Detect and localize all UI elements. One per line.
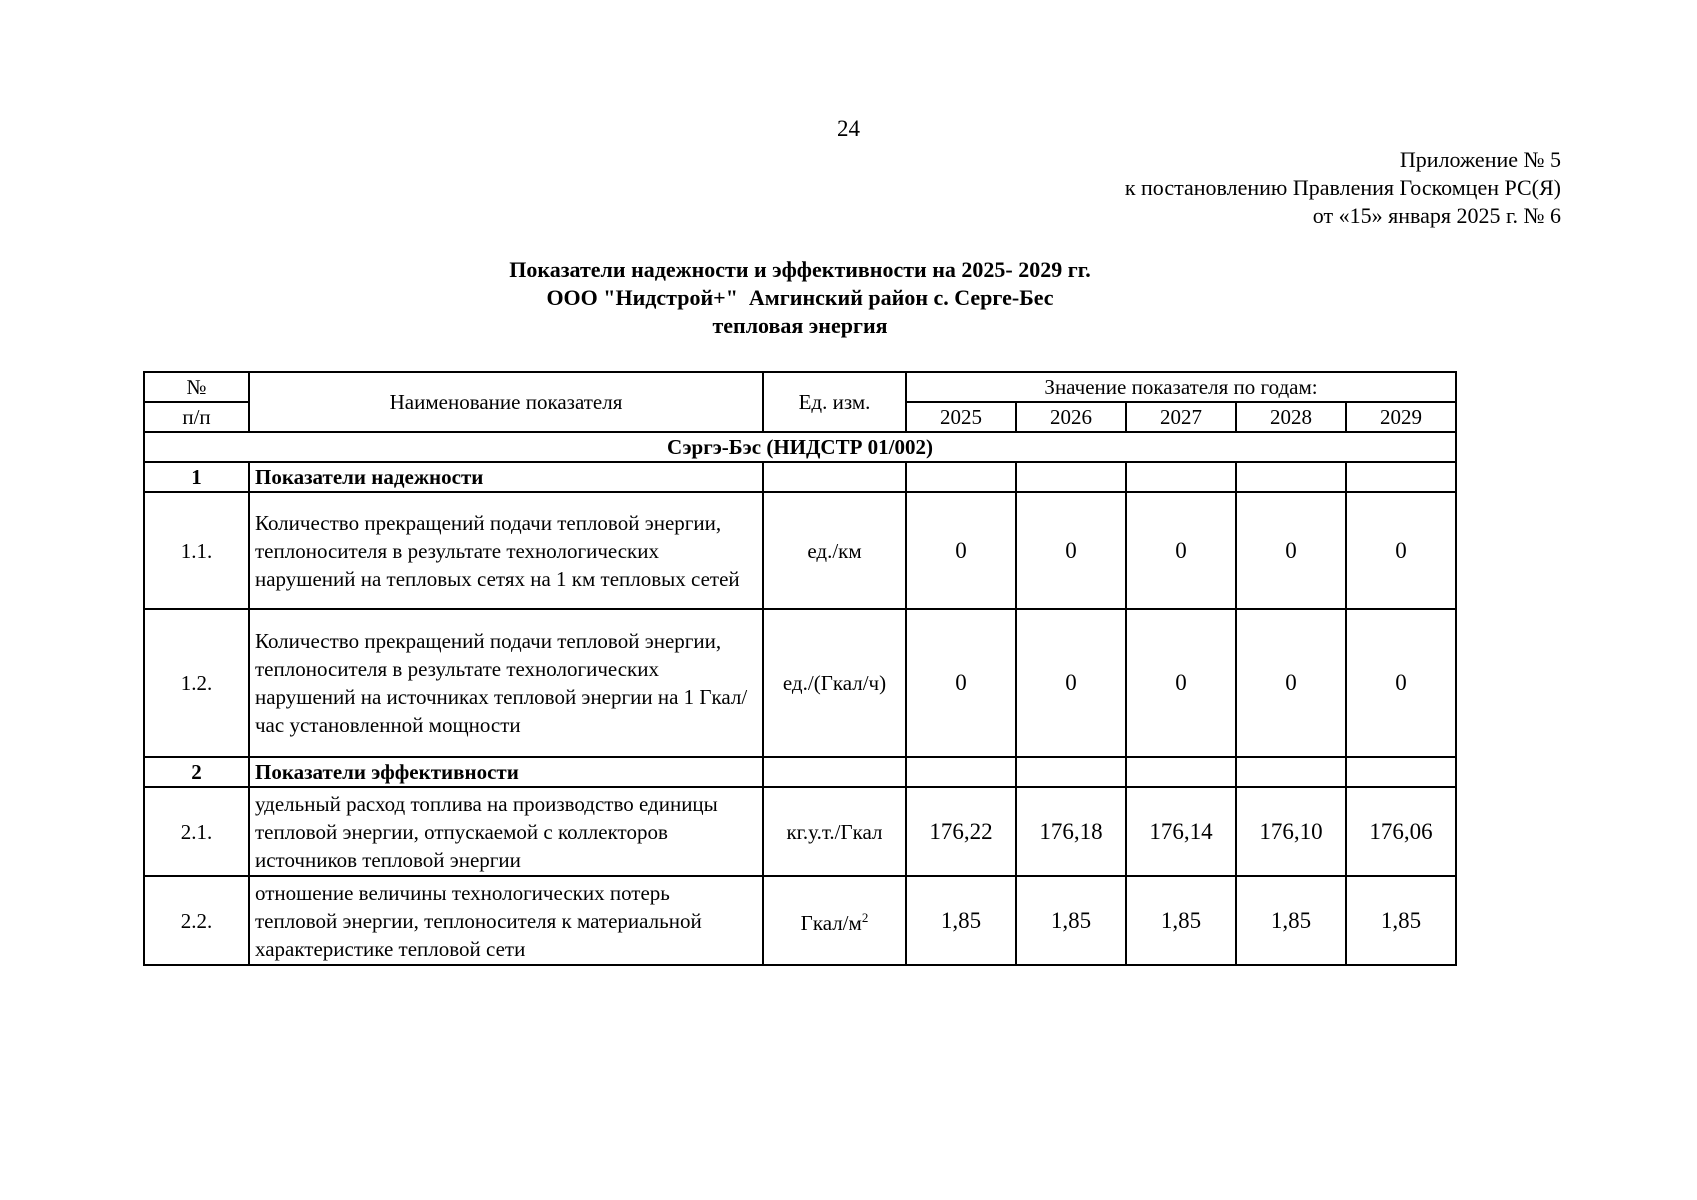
indicators-table — [143, 371, 1457, 966]
value-2029: 176,06 — [1346, 787, 1456, 876]
table-row — [144, 609, 1456, 757]
header-year-2025: 2025 — [906, 402, 1016, 432]
value-2025: 0 — [906, 609, 1016, 757]
unit-base: Гкал/м — [800, 911, 862, 935]
header-year-2029: 2029 — [1346, 402, 1456, 432]
row-name: Количество прекращений подачи тепловой энергии, теплоносителя в результате технологических нарушений на источниках тепловой энергии на 1 Гкал/час установленной мощности — [249, 609, 763, 757]
row-unit: ед./км — [763, 492, 906, 609]
value-2027: 0 — [1126, 609, 1236, 757]
row-num: 1.2. — [144, 609, 249, 757]
value-2026: 0 — [1016, 609, 1126, 757]
value-2028: 1,85 — [1236, 876, 1346, 965]
page-number: 24 — [837, 116, 860, 141]
unit-superscript: 2 — [861, 910, 869, 925]
group-row — [144, 462, 1456, 492]
value-2028: 0 — [1236, 492, 1346, 609]
section-row: Сэргэ-Бэс (НИДСТР 01/002) — [144, 432, 1456, 462]
value-2029: 0 — [1346, 609, 1456, 757]
title-line-3: тепловая энергия — [712, 313, 888, 338]
header-name: Наименование показателя — [249, 372, 763, 432]
value-2028: 0 — [1236, 609, 1346, 757]
value-2026: 176,18 — [1016, 787, 1126, 876]
group-num: 1 — [144, 462, 249, 492]
header-year-2026: 2026 — [1016, 402, 1126, 432]
value-2029: 1,85 — [1346, 876, 1456, 965]
appendix-reference — [1125, 146, 1561, 230]
appendix-line-3: от «15» января 2025 г. № 6 — [1312, 203, 1561, 228]
value-2028: 176,10 — [1236, 787, 1346, 876]
table-row — [144, 492, 1456, 609]
value-2027: 0 — [1126, 492, 1236, 609]
value-2026: 0 — [1016, 492, 1126, 609]
row-name: отношение величины технологических потерь тепловой энергии, теплоносителя к материальной характеристике тепловой сети — [249, 876, 763, 965]
appendix-line-2: к постановлению Правления Госкомцен РС(Я) — [1124, 175, 1561, 200]
header-values-by-year: Значение показателя по годам: — [906, 372, 1456, 402]
appendix-line-1: Приложение № 5 — [1399, 147, 1561, 172]
group-title: Показатели эффективности — [249, 757, 763, 787]
row-name: удельный расход топлива на производство единицы тепловой энергии, отпускаемой с коллекторов источников тепловой энергии — [249, 787, 763, 876]
document-title — [0, 256, 1600, 340]
row-unit: кг.у.т./Гкал — [763, 787, 906, 876]
value-2025: 1,85 — [906, 876, 1016, 965]
header-year-2027: 2027 — [1126, 402, 1236, 432]
header-num-bottom: п/п — [144, 402, 249, 432]
value-2025: 0 — [906, 492, 1016, 609]
value-2027: 176,14 — [1126, 787, 1236, 876]
row-unit — [763, 876, 906, 965]
value-2025: 176,22 — [906, 787, 1016, 876]
header-year-2028: 2028 — [1236, 402, 1346, 432]
value-2027: 1,85 — [1126, 876, 1236, 965]
row-unit: ед./(Гкал/ч) — [763, 609, 906, 757]
table-row — [144, 876, 1456, 965]
row-num: 2.1. — [144, 787, 249, 876]
value-2029: 0 — [1346, 492, 1456, 609]
header-unit: Ед. изм. — [763, 372, 906, 432]
value-2026: 1,85 — [1016, 876, 1126, 965]
group-num: 2 — [144, 757, 249, 787]
row-num: 1.1. — [144, 492, 249, 609]
group-title: Показатели надежности — [249, 462, 763, 492]
table-row — [144, 787, 1456, 876]
row-name: Количество прекращений подачи тепловой энергии, теплоносителя в результате технологических нарушений на тепловых сетях на 1 км тепловых сетей — [249, 492, 763, 609]
title-line-1: Показатели надежности и эффективности на 2025- 2029 гг. — [509, 257, 1091, 282]
title-line-2: ООО "Нидстрой+" Амгинский район с. Серге-Бес — [546, 285, 1054, 310]
row-num: 2.2. — [144, 876, 249, 965]
group-row — [144, 757, 1456, 787]
header-num-top: № — [144, 372, 249, 402]
